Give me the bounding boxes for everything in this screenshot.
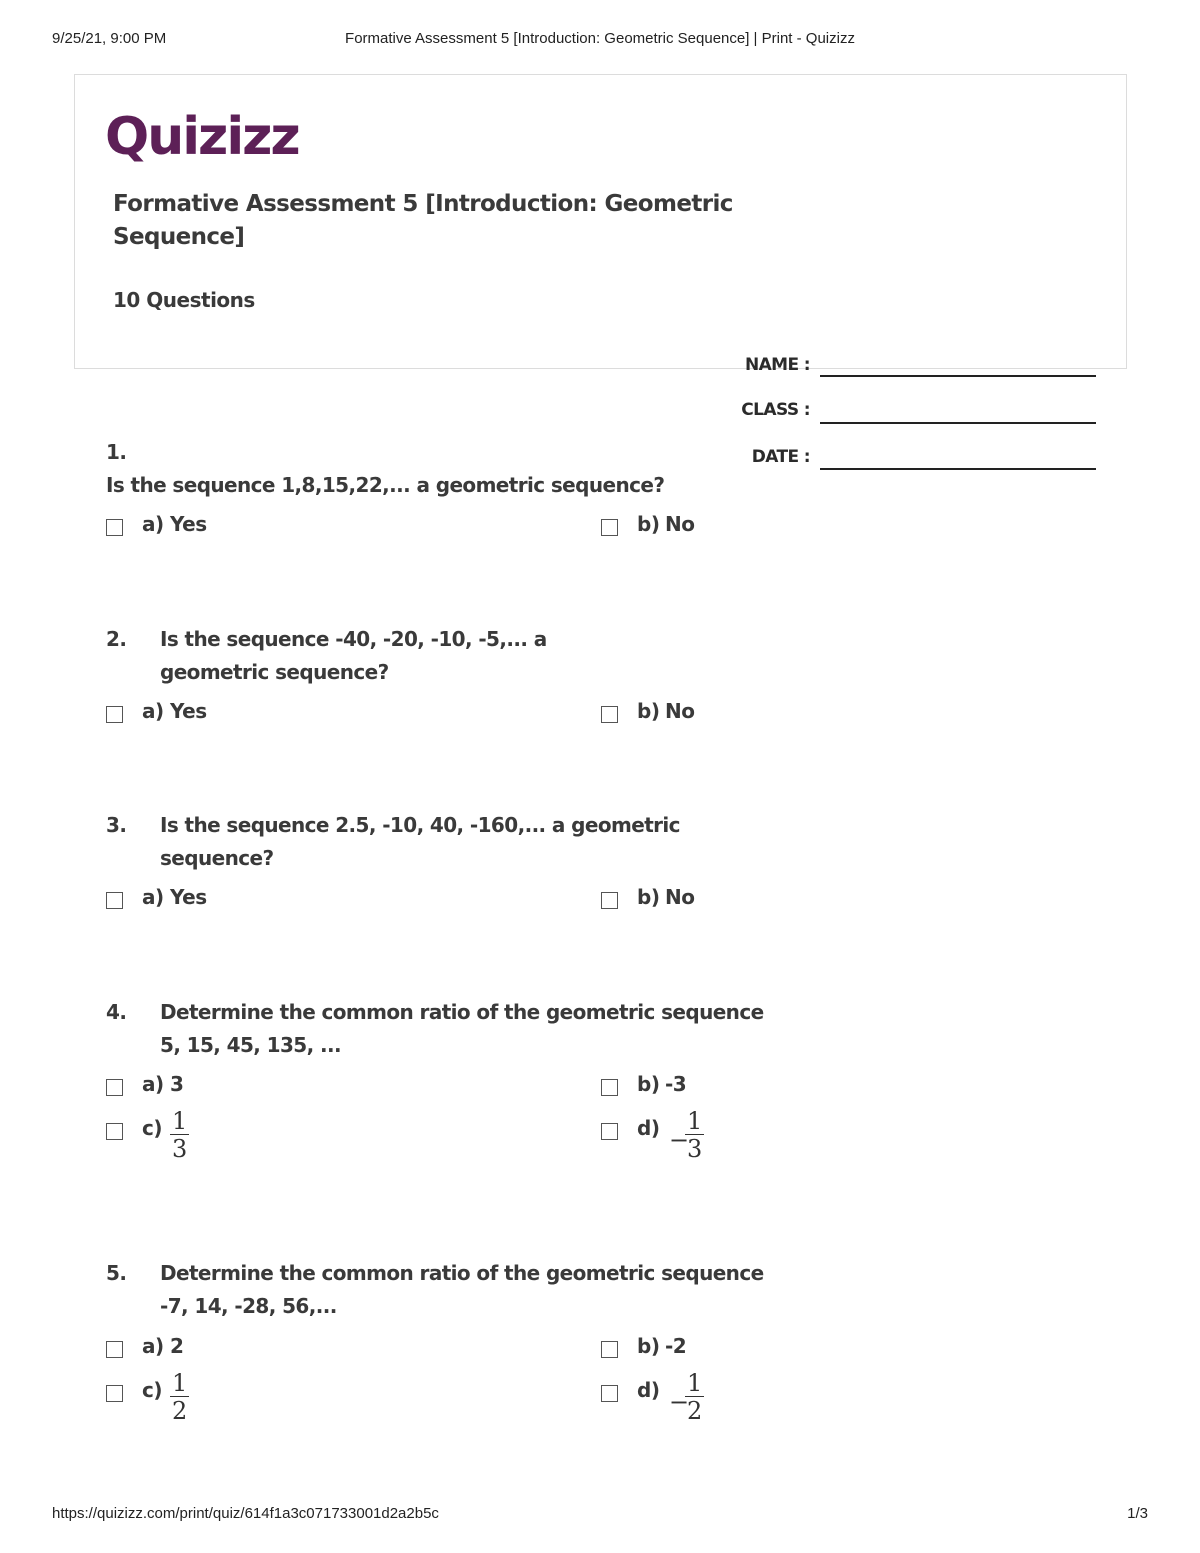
checkbox[interactable] — [601, 1341, 618, 1358]
option-letter: a) — [142, 699, 164, 723]
question-number: 4. — [106, 1000, 127, 1024]
checkbox[interactable] — [106, 892, 123, 909]
print-datetime: 9/25/21, 9:00 PM — [52, 30, 167, 47]
option-text: Yes — [170, 512, 207, 536]
minus-sign: − — [669, 1388, 690, 1416]
denominator: 2 — [687, 1397, 703, 1425]
checkbox[interactable] — [601, 1385, 618, 1402]
fraction — [685, 1108, 704, 1163]
option-text: No — [665, 885, 695, 909]
option-text: -2 — [665, 1334, 687, 1358]
quizizz-logo — [105, 106, 319, 169]
question-number: 3. — [106, 813, 127, 837]
minus-sign: − — [669, 1126, 690, 1154]
question-number: 1. — [106, 440, 127, 464]
question-text: Determine the common ratio of the geometric sequence 5, 15, 45, 135, ... — [160, 1000, 764, 1057]
checkbox[interactable] — [601, 706, 618, 723]
question-text: Is the sequence 1,8,15,22,... a geometric sequence? — [106, 473, 665, 497]
checkbox[interactable] — [106, 519, 123, 536]
date-label: DATE : — [751, 447, 810, 467]
print-url[interactable]: https://quizizz.com/print/quiz/614f1a3c071733001d2a2b5c — [52, 1505, 439, 1522]
option-letter: b) — [637, 1072, 660, 1096]
option-text: 3 — [170, 1072, 184, 1096]
checkbox[interactable] — [106, 1341, 123, 1358]
option-letter: a) — [142, 512, 164, 536]
option-text: -3 — [665, 1072, 687, 1096]
class-label: CLASS : — [741, 400, 810, 420]
date-field[interactable] — [820, 468, 1096, 470]
denominator: 2 — [172, 1397, 188, 1425]
question-text: Is the sequence -40, -20, -10, -5,... a geometric sequence? — [160, 627, 547, 684]
option-letter: c) — [142, 1378, 162, 1402]
fraction — [170, 1108, 189, 1163]
checkbox[interactable] — [106, 1385, 123, 1402]
numerator: 1 — [172, 1107, 188, 1135]
option-letter: a) — [142, 885, 164, 909]
name-label: NAME : — [744, 355, 810, 375]
option-letter: b) — [637, 699, 660, 723]
option-text: Yes — [170, 699, 207, 723]
question-number: 5. — [106, 1261, 127, 1285]
class-field[interactable] — [820, 422, 1096, 424]
print-page-number: 1/3 — [1127, 1505, 1148, 1522]
checkbox[interactable] — [601, 519, 618, 536]
denominator: 3 — [687, 1135, 703, 1163]
fraction — [685, 1370, 704, 1425]
numerator: 1 — [687, 1369, 703, 1397]
checkbox[interactable] — [106, 1123, 123, 1140]
question-count: 10 Questions — [113, 288, 255, 312]
option-letter: a) — [142, 1072, 164, 1096]
option-letter: b) — [637, 1334, 660, 1358]
numerator: 1 — [687, 1107, 703, 1135]
checkbox[interactable] — [601, 892, 618, 909]
logo-lettering: Quizizz — [105, 107, 299, 164]
name-field[interactable] — [820, 375, 1096, 377]
fraction — [170, 1370, 189, 1425]
denominator: 3 — [172, 1135, 188, 1163]
quiz-title: Formative Assessment 5 [Introduction: Geometric Sequence] — [113, 191, 733, 250]
checkbox[interactable] — [601, 1123, 618, 1140]
option-text: 2 — [170, 1334, 184, 1358]
option-text: No — [665, 512, 695, 536]
option-letter: d) — [637, 1378, 660, 1402]
print-page-title: Formative Assessment 5 [Introduction: Geometric Sequence] | Print - Quizizz — [345, 30, 855, 47]
option-letter: a) — [142, 1334, 164, 1358]
option-text: No — [665, 699, 695, 723]
checkbox[interactable] — [106, 1079, 123, 1096]
option-letter: b) — [637, 512, 660, 536]
numerator: 1 — [172, 1369, 188, 1397]
option-letter: d) — [637, 1116, 660, 1140]
checkbox[interactable] — [106, 706, 123, 723]
question-number: 2. — [106, 627, 127, 651]
option-letter: b) — [637, 885, 660, 909]
option-text: Yes — [170, 885, 207, 909]
question-text: Determine the common ratio of the geometric sequence -7, 14, -28, 56,... — [160, 1261, 764, 1318]
option-letter: c) — [142, 1116, 162, 1140]
checkbox[interactable] — [601, 1079, 618, 1096]
question-text: Is the sequence 2.5, -10, 40, -160,... a geometric sequence? — [160, 813, 680, 870]
